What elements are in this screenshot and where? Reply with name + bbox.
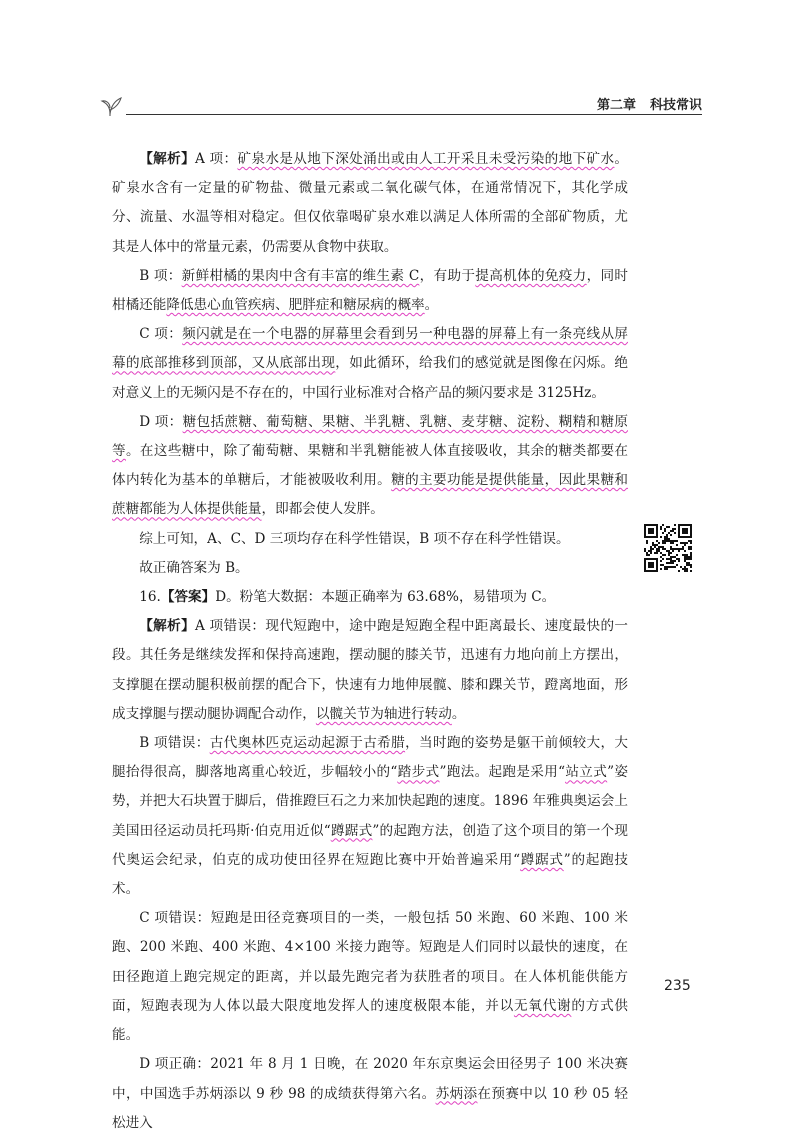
text-run: D。粉笔大数据：本题正确率为 63.68%，易错项为 C。 <box>215 589 556 606</box>
text-run: 16. <box>139 589 161 606</box>
text-run: 的方式供能。 <box>112 997 629 1044</box>
underlined-phrase: 古代奥林匹克运动起源于古希腊 <box>209 735 406 752</box>
text-run: B 项错误： <box>139 735 210 752</box>
paragraph <box>112 1050 628 1138</box>
text-run: ”的起跑技术。 <box>112 851 629 898</box>
paragraph <box>112 554 628 583</box>
section-tag: 【答案】 <box>160 589 216 606</box>
paragraph <box>112 145 628 262</box>
text-run: 。 <box>424 297 439 314</box>
paragraph <box>112 525 628 554</box>
text-run: ，即都会使人发胖。 <box>261 501 384 518</box>
section-tag: 【解析】 <box>139 618 196 635</box>
text-run: ”的起跑方法，创造了这个项目的第一个现代奥运会纪录，伯克的成功使田径界在短跑比赛中开始普遍采用“ <box>112 822 629 868</box>
underlined-phrase: 以髋关节为轴进行转动 <box>315 705 452 722</box>
page-header <box>96 92 702 128</box>
paragraph <box>112 904 628 1050</box>
text-run: ，同时柑橘还能 <box>112 267 629 314</box>
text-run: D 项： <box>139 413 183 430</box>
text-run: C 项： <box>139 326 183 343</box>
paragraph <box>112 320 628 408</box>
underlined-phrase: 糖的主要功能是提供能量，因此果糖和蔗糖都能为人体提供能量 <box>112 472 629 518</box>
underlined-phrase: 提高机体的免疫力 <box>475 267 587 284</box>
text-run: ，如此循环，给我们的感觉就是图像在闪烁。绝对意义上的无频闪是不存在的，中国行业标准对合格产品的频闪要求是 3125Hz。 <box>112 355 629 401</box>
underlined-phrase: 糖包括蔗糖、葡萄糖、果糖、半乳糖、乳糖、麦芽糖、淀粉、糊精和糖原等 <box>112 413 628 460</box>
paragraph <box>112 262 628 320</box>
paragraph <box>112 612 628 729</box>
text-run: 综上可知，A、C、D 三项均存在科学性错误，B 项不存在科学性错误。 <box>139 530 570 547</box>
paragraph <box>112 583 628 612</box>
underlined-phrase: 矿泉水是从地下深处涌出或由人工开采且未受污染的地下矿水 <box>237 151 615 167</box>
text-run: A 项错误：现代短跑中，途中跑是短跑全程中距离最长、速度最快的一段。其任务是继续发挥和保持高速跑，摆动腿的膝关节，迅速有力地向前上方摆出，支撑腿在摆动腿积极前摆的配合下，快速有力地伸展髋、膝和踝关节，蹬离地面，形成支撑腿与摆动腿协调配合动作， <box>112 618 628 722</box>
paragraph <box>112 729 628 904</box>
text-run: 在预赛中以 10 秒 05 轻松进入 <box>112 1085 628 1131</box>
underlined-phrase: 苏炳添 <box>435 1085 478 1102</box>
text-run: A 项： <box>195 151 238 167</box>
section-tag: 【解析】 <box>139 151 196 167</box>
chapter-heading <box>591 94 702 113</box>
text-run: ”跑法。起跑是采用“ <box>439 764 566 781</box>
text-run: C 项错误：短跑是田径竞赛项目的一类，一般包括 50 米跑、60 米跑、100 米跑、200 米跑、400 米跑、4×100 米接力跑等。短跑是人们同时以最快的速度，在田径跑道上跑完规定的距离，并以最先跑完者为获胜者的项目。在人体机能供能方面，短跑表现为人体以最大限度地发挥人的速度极限本能，并以 <box>112 910 628 1014</box>
underlined-phrase: 频闪就是在一个电器的屏幕里会看到另一种电器的屏幕上有一条亮线从屏幕的底部推移到顶部，又从底部出现 <box>112 326 628 372</box>
text-run: 。在这些糖中，除了葡萄糖、果糖和半乳糖能被人体直接吸收，其余的糖类都要在体内转化为基本的单糖后，才能被吸收利用。 <box>112 443 629 489</box>
page-number: 235 <box>664 978 691 994</box>
underlined-phrase: 新鲜柑橘的果肉中含有丰富的维生素 C <box>181 267 420 284</box>
underlined-phrase: 站立式 <box>565 764 608 781</box>
chapter-title: 科技常识 <box>649 98 702 113</box>
text-run: ”姿势，并把大石块置于脚后，借推蹬巨石之力来加快起跑的速度。1896 年雅典奥运会上美国田径运动员托玛斯·伯克用近似“ <box>112 764 629 839</box>
header-rule <box>126 114 702 115</box>
page-body <box>112 145 628 1138</box>
text-run: 故正确答案为 B。 <box>139 559 249 576</box>
chapter-number: 第二章 <box>596 98 636 113</box>
text-run: B 项： <box>139 267 182 284</box>
text-run: 。矿泉水含有一定量的矿物盐、微量元素或二氧化碳气体，在通常情况下，其化学成分、流量、水温等相对稳定。但仅依靠喝矿泉水难以满足人体所需的全部矿物质，尤其是人体中的常量元素，仍需要从食物中获取。 <box>112 151 629 255</box>
text-run: ，当时跑的姿势是躯干前倾较大，大腿抬得很高，脚落地离重心较近，步幅较小的“ <box>112 735 629 781</box>
text-run: D 项正确：2021 年 8 月 1 日晚，在 2020 年东京奥运会田径男子 100 米决赛中，中国选手苏炳添以 9 秒 98 的成绩获得第六名。 <box>112 1056 628 1102</box>
underlined-phrase: 降低患心血管疾病、肥胖症和糖尿病的概率 <box>166 297 425 314</box>
paragraph <box>112 408 628 525</box>
underlined-phrase: 蹲踞式 <box>330 822 373 839</box>
underlined-phrase: 无氧代谢 <box>513 997 572 1014</box>
text-run: 。 <box>451 705 466 722</box>
text-run: ，有助于 <box>419 267 476 284</box>
leaf-icon <box>96 94 126 116</box>
underlined-phrase: 踏步式 <box>397 764 440 781</box>
qr-code-icon[interactable] <box>644 524 692 572</box>
underlined-phrase: 蹲踞式 <box>520 851 564 868</box>
